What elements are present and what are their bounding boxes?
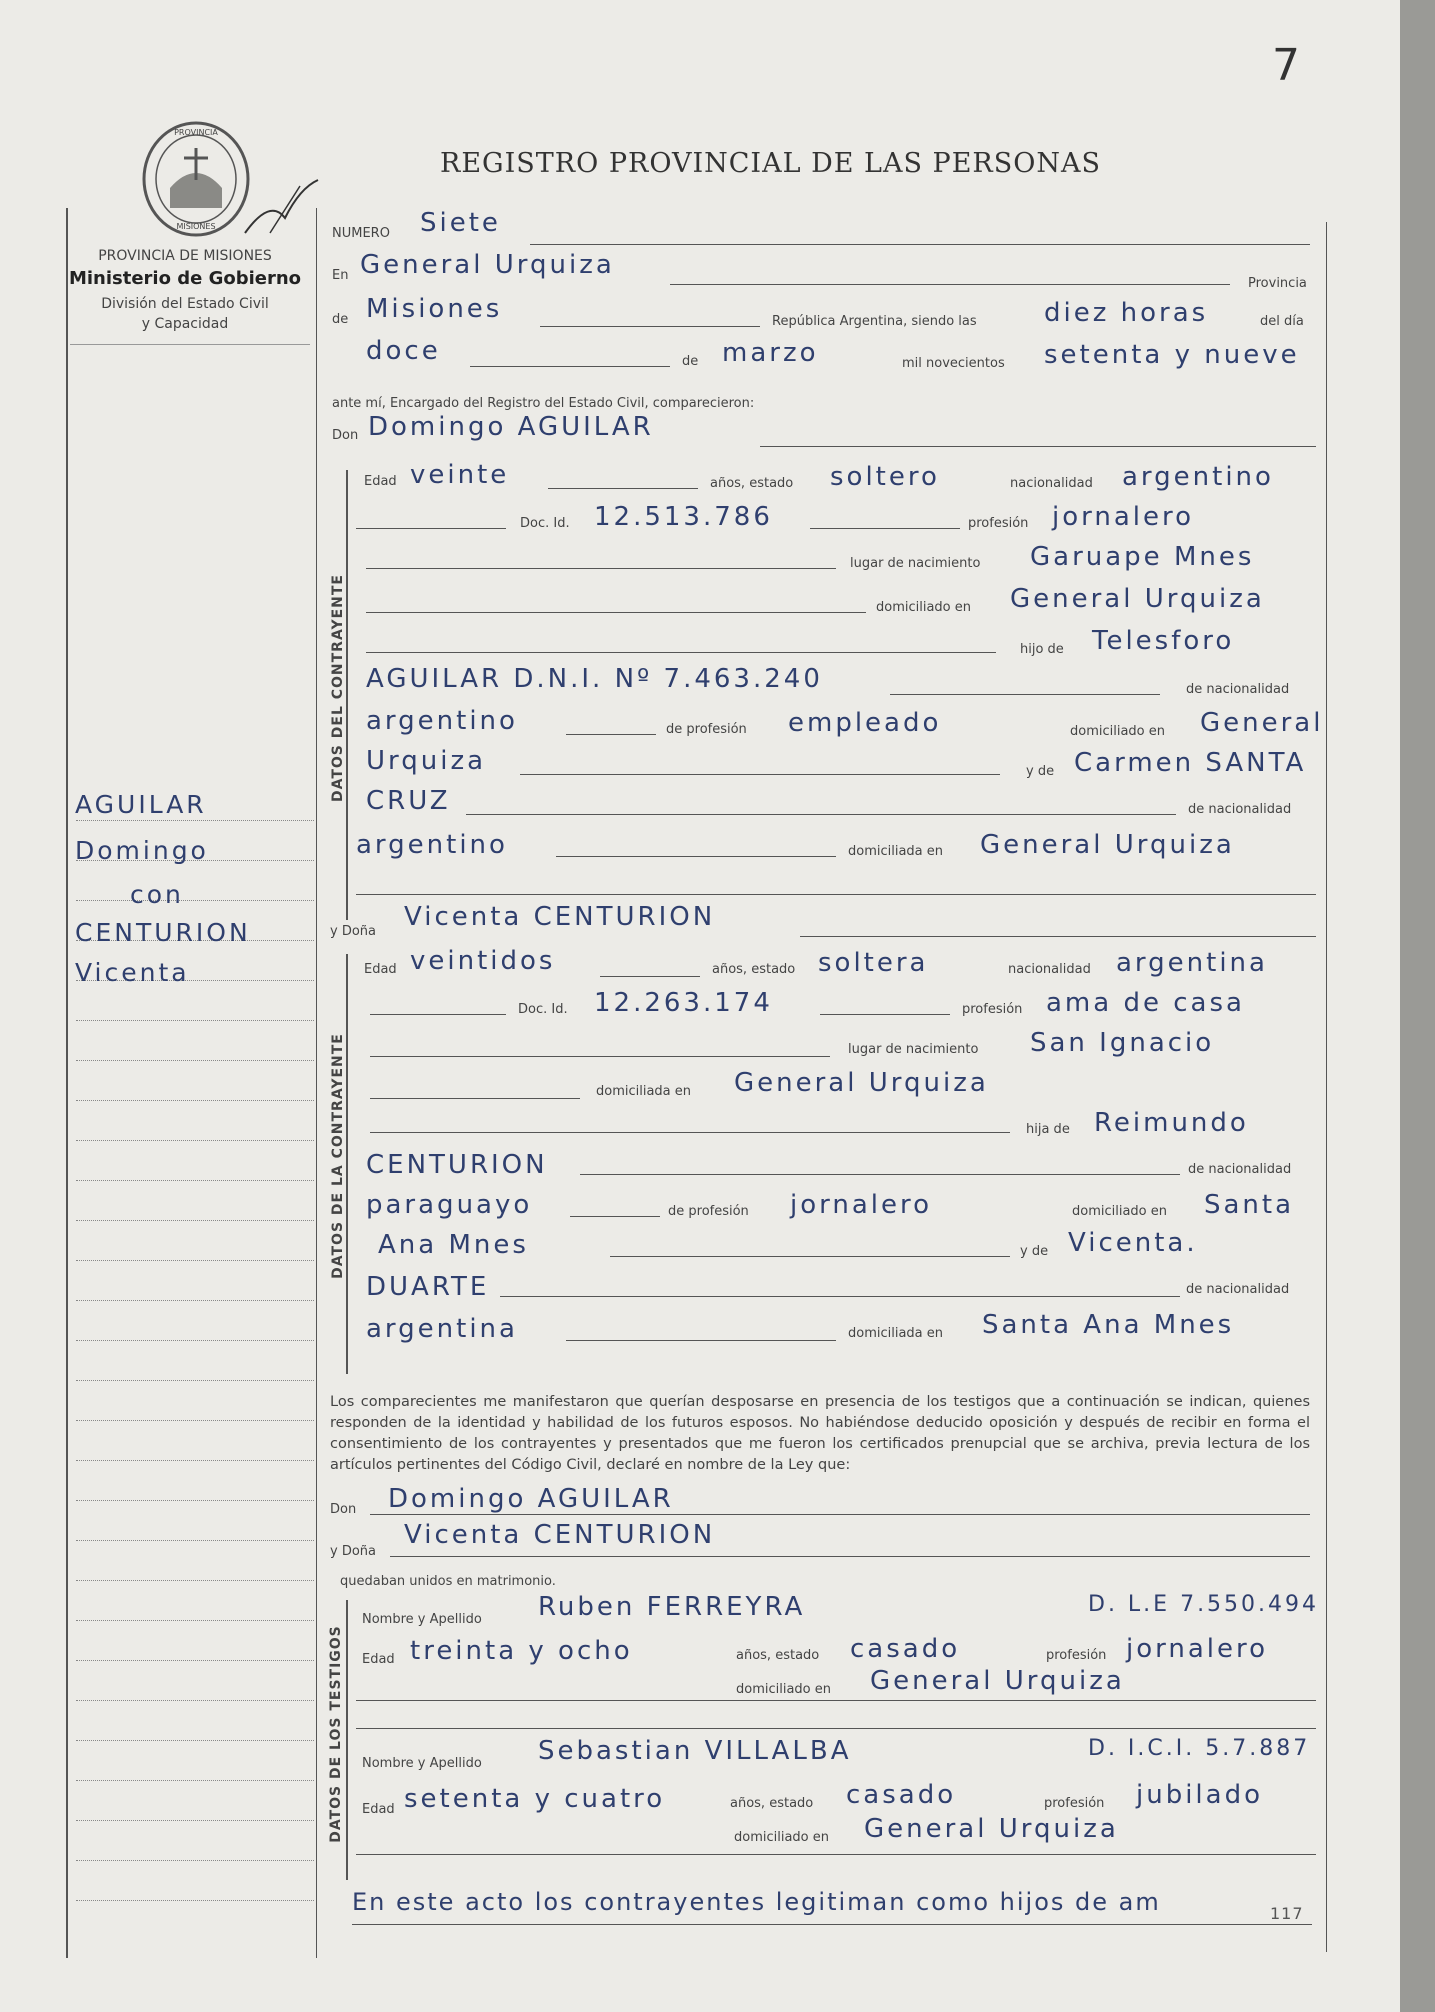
de-profesion-label-2: de profesión (668, 1204, 749, 1219)
line (610, 1256, 1010, 1257)
contrayente-estado: soltero (830, 462, 940, 492)
de-label: de (332, 312, 349, 327)
margin-ruled-line (76, 1820, 314, 1821)
republica-label: República Argentina, siendo las (772, 314, 977, 329)
section-testigos: DATOS DE LOS TESTIGOS (328, 1625, 344, 1843)
testigo1-estado: casado (850, 1634, 961, 1664)
line (810, 528, 960, 529)
testigo2-domicilio: General Urquiza (864, 1814, 1119, 1844)
testigo1-dom-label: domiciliado en (736, 1682, 832, 1697)
don-label: Don (332, 428, 359, 443)
contrayenta-padre-nacionalidad: paraguayo (366, 1190, 533, 1220)
line (366, 612, 866, 613)
line (566, 734, 656, 735)
testigo1-anios-label: años, estado (736, 1648, 820, 1663)
signature-mark (240, 178, 320, 238)
nacionalidad-label-2: nacionalidad (1008, 962, 1091, 977)
line (580, 1174, 1180, 1175)
contrayenta-nombre: Vicenta CENTURION (404, 902, 716, 932)
margin-ruled-line (76, 1020, 314, 1021)
contrayenta-lugar-nacimiento: San Ignacio (1030, 1028, 1215, 1058)
page-edge (1400, 0, 1435, 2012)
domiciliada-label: domiciliada en (596, 1084, 692, 1099)
numero-value: Siete (420, 208, 501, 238)
margin-ruled-line (76, 900, 314, 901)
declaration-text: Los comparecientes me manifestaron que querían desposarse en presencia de los testigos que a continuación se indican, quienes responden de la identidad y habilidad de los futuros esposos. No habiéndose deducido oposición y después de recibir en forma el consentimiento de los contrayentes y presentados que me fueron los certificados prenupcial que se archiva, previa lectura de los artículos pertinentes del Código Civil, declaré en nombre de la Ley que: (330, 1394, 1310, 1473)
margin-ruled-line (76, 1740, 314, 1741)
ante-mi-text: ante mí, Encargado del Registro del Estado Civil, comparecieron: (332, 396, 755, 411)
contrayenta-estado: soltera (818, 948, 929, 978)
contrayente-padre: Telesforo (1092, 626, 1235, 656)
contrayenta-madre-domicilio: Santa Ana Mnes (982, 1310, 1235, 1340)
seal-text-bottom: MISIONES (176, 222, 216, 231)
contrayenta-profesion: ama de casa (1046, 988, 1245, 1018)
line (466, 814, 1176, 815)
provincia-value: Misiones (366, 294, 503, 324)
header-divider (70, 344, 310, 345)
margin-ruled-line (76, 1580, 314, 1581)
doc-label: Doc. Id. (520, 516, 570, 531)
padre-domicilio-label: domiciliado en (1070, 724, 1166, 739)
margin-ruled-line (76, 1900, 314, 1901)
margin-ruled-line (76, 1500, 314, 1501)
provincia-label: Provincia (1248, 276, 1307, 291)
line (890, 694, 1160, 695)
contrayenta-padre: Reimundo (1094, 1108, 1249, 1138)
testigo2-edad: setenta y cuatro (404, 1784, 666, 1814)
profesion-label: profesión (968, 516, 1029, 531)
margin-ruled-line (76, 1660, 314, 1661)
margin-ruled-line (76, 1180, 314, 1181)
line (370, 1514, 1310, 1515)
header-division-2: y Capacidad (141, 316, 229, 332)
contrayenta-madre-nacionalidad: argentina (366, 1314, 518, 1344)
profesion-label-2: profesión (962, 1002, 1023, 1017)
line (366, 568, 836, 569)
line (548, 488, 698, 489)
line (356, 894, 1316, 895)
lugar-value: General Urquiza (360, 250, 615, 280)
margin-note-name-2: Vicenta (75, 958, 190, 987)
testigo2-nombre: Sebastian VILLALBA (538, 1736, 852, 1766)
testigo1-doc: D. L.E 7.550.494 (1088, 1592, 1320, 1617)
line (530, 244, 1310, 245)
header-division: División del Estado Civil (101, 296, 269, 312)
contrayenta-doc: 12.263.174 (594, 988, 773, 1018)
contrayenta-nacionalidad: argentina (1116, 948, 1268, 978)
contrayente-madre: Carmen SANTA (1074, 748, 1307, 778)
line (556, 856, 836, 857)
contrayenta-padre-profesion: jornalero (790, 1190, 933, 1220)
edad-label-2: Edad (364, 962, 397, 977)
testigo1-domicilio: General Urquiza (870, 1666, 1125, 1696)
margin-ruled-line (76, 1380, 314, 1381)
contrayente-bracket (346, 470, 348, 920)
de-nacionalidad-label-2: de nacionalidad (1188, 1162, 1292, 1177)
contrayenta-madre-2: DUARTE (366, 1272, 490, 1302)
anios-label-2: años, estado (712, 962, 796, 977)
page-number: 7 (1272, 40, 1303, 91)
contrayenta-domicilio: General Urquiza (734, 1068, 989, 1098)
margin-ruled-line (76, 1100, 314, 1101)
hijo-label: hijo de (1020, 642, 1064, 657)
footer-note: En este acto los contrayentes legitiman como hijos de am (352, 1888, 1161, 1916)
madre-domicilio-label: domiciliada en (848, 844, 944, 859)
margin-note-con: con (130, 880, 184, 909)
madre-nacionalidad-label-2: de nacionalidad (1186, 1282, 1290, 1297)
testigo1-edad: treinta y ocho (410, 1636, 633, 1666)
de-profesion-label: de profesión (666, 722, 747, 737)
anios-label: años, estado (710, 476, 794, 491)
contrayente-domicilio: General Urquiza (1010, 584, 1265, 614)
contrayenta-padre-apellido: CENTURION (366, 1150, 548, 1180)
margin-note-surname-2: CENTURION (75, 918, 251, 947)
line (370, 1056, 830, 1057)
line (370, 1098, 580, 1099)
testigo1-profesion: jornalero (1126, 1634, 1269, 1664)
doc-label-2: Doc. Id. (518, 1002, 568, 1017)
contrayenta-padre-domicilio: Santa (1204, 1190, 1295, 1220)
section-contrayente: DATOS DEL CONTRAYENTE (330, 574, 346, 803)
line (470, 366, 670, 367)
line (800, 936, 1316, 937)
testigo1-prof-label: profesión (1046, 1648, 1107, 1663)
margin-ruled-line (76, 1060, 314, 1061)
contrayente-madre-nacionalidad: argentino (356, 830, 508, 860)
corner-mark: 117 (1270, 1904, 1304, 1923)
margin-ruled-line (76, 1340, 314, 1341)
provincial-seal (140, 118, 252, 240)
margin-border-right (316, 208, 317, 1958)
testigo1-nombre: Ruben FERREYRA (538, 1592, 806, 1622)
page-border-right (1326, 222, 1327, 1952)
margin-ruled-line (76, 1420, 314, 1421)
margin-border (66, 208, 68, 1958)
anio-value: setenta y nueve (1044, 340, 1300, 370)
header-province: PROVINCIA DE MISIONES (98, 248, 272, 264)
margin-ruled-line (76, 1140, 314, 1141)
numero-label: NUMERO (332, 226, 390, 241)
nacionalidad-label: nacionalidad (1010, 476, 1093, 491)
contrayente-padre-domicilio: General (1200, 708, 1324, 738)
contrayenta-bracket (346, 954, 348, 1374)
testigo2-dom-label: domiciliado en (734, 1830, 830, 1845)
testigo2-anios-label: años, estado (730, 1796, 814, 1811)
contrayente-nacionalidad: argentino (1122, 462, 1274, 492)
margin-note-name: Domingo (75, 836, 209, 865)
seal-text-top: PROVINCIA (174, 128, 218, 137)
line (520, 774, 1000, 775)
quedaban-text: quedaban unidos en matrimonio. (340, 1574, 556, 1589)
testigo1-nombre-label: Nombre y Apellido (362, 1612, 482, 1627)
line (356, 528, 506, 529)
contrayente-madre-domicilio: General Urquiza (980, 830, 1235, 860)
testigos-bracket (346, 1600, 348, 1880)
dia-value: doce (366, 336, 441, 366)
mes-value: marzo (722, 338, 819, 368)
testigo2-prof-label: profesión (1044, 1796, 1105, 1811)
line (370, 1132, 1010, 1133)
margin-ruled-line (76, 1220, 314, 1221)
testigo1-edad-label: Edad (362, 1652, 395, 1667)
contrayente-doc: 12.513.786 (594, 502, 773, 532)
lugar-nacimiento-label-2: lugar de nacimiento (848, 1042, 979, 1057)
margin-ruled-line (76, 1860, 314, 1861)
lugar-nacimiento-label: lugar de nacimiento (850, 556, 981, 571)
line (600, 976, 700, 977)
line (570, 1216, 660, 1217)
line (390, 1556, 1310, 1557)
madre-nacionalidad-label: de nacionalidad (1188, 802, 1292, 817)
margin-ruled-line (76, 1620, 314, 1621)
contrayente-madre-2: CRUZ (366, 786, 451, 816)
margin-ruled-line (76, 1260, 314, 1261)
margin-ruled-line (76, 1460, 314, 1461)
testigo2-nombre-label: Nombre y Apellido (362, 1756, 482, 1771)
en-label: En (332, 268, 349, 283)
line (760, 446, 1316, 447)
contrayenta-padre-domicilio-2: Ana Mnes (378, 1230, 529, 1260)
contrayente-edad: veinte (410, 460, 510, 490)
line (540, 326, 760, 327)
y-de-label: y de (1026, 764, 1055, 779)
union-don: Domingo AGUILAR (388, 1484, 674, 1514)
line (356, 1728, 1316, 1729)
testigo2-edad-label: Edad (362, 1802, 395, 1817)
contrayenta-edad: veintidos (410, 946, 556, 976)
margin-ruled-line (76, 1700, 314, 1701)
y-de-label-2: y de (1020, 1244, 1049, 1259)
margin-ruled-line (76, 1300, 314, 1301)
de-nacionalidad-label: de nacionalidad (1186, 682, 1290, 697)
line (366, 652, 996, 653)
domiciliado-label: domiciliado en (876, 600, 972, 615)
union-don-label: Don (330, 1502, 357, 1517)
document-title: REGISTRO PROVINCIAL DE LAS PERSONAS (440, 148, 1102, 179)
testigo2-profesion: jubilado (1136, 1780, 1263, 1810)
contrayente-nombre: Domingo AGUILAR (368, 412, 654, 442)
contrayenta-madre: Vicenta. (1068, 1228, 1198, 1258)
padre-domicilio-label-2: domiciliado en (1072, 1204, 1168, 1219)
line (356, 1854, 1316, 1855)
de-label-2: de (682, 354, 699, 369)
del-dia-label: del día (1260, 314, 1304, 329)
line (566, 1340, 836, 1341)
line (352, 1924, 1312, 1925)
hija-label: hija de (1026, 1122, 1070, 1137)
margin-ruled-line (76, 1780, 314, 1781)
line (370, 1014, 506, 1015)
line (670, 284, 1230, 285)
contrayente-profesion: jornalero (1052, 502, 1195, 532)
testigo2-estado: casado (846, 1780, 957, 1810)
contrayente-padre-domicilio-2: Urquiza (366, 746, 487, 776)
contrayente-padre-profesion: empleado (788, 708, 942, 738)
margin-note-surname: AGUILAR (75, 790, 207, 819)
mil-label: mil novecientos (902, 356, 1005, 371)
line (820, 1014, 950, 1015)
line (356, 1700, 1316, 1701)
contrayente-padre-nacionalidad: argentino (366, 706, 518, 736)
margin-ruled-line (76, 820, 314, 821)
union-dona-label: y Doña (330, 1544, 376, 1559)
union-dona: Vicenta CENTURION (404, 1520, 716, 1550)
dona-label: y Doña (330, 924, 376, 939)
contrayente-lugar-nacimiento: Garuape Mnes (1030, 542, 1255, 572)
header-ministry: Ministerio de Gobierno (68, 268, 302, 289)
testigo2-doc: D. I.C.I. 5.7.887 (1088, 1736, 1311, 1761)
madre-domicilio-label-2: domiciliada en (848, 1326, 944, 1341)
section-contrayenta: DATOS DE LA CONTRAYENTE (330, 1033, 346, 1279)
edad-label: Edad (364, 474, 397, 489)
line (500, 1296, 1180, 1297)
hora-value: diez horas (1044, 298, 1209, 328)
margin-ruled-line (76, 1540, 314, 1541)
contrayente-padre-doc: AGUILAR D.N.I. Nº 7.463.240 (366, 664, 823, 694)
